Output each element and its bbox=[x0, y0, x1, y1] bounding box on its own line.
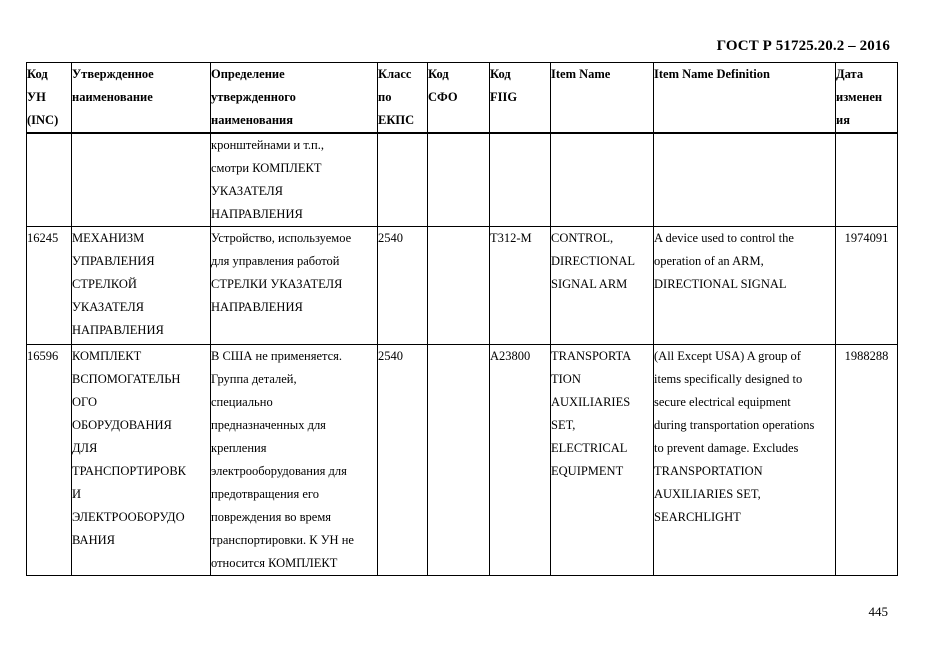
column-header-item-name: Item Name bbox=[551, 63, 654, 134]
cell-inc: 16596 bbox=[27, 345, 72, 576]
table-row bbox=[27, 133, 898, 227]
cell-approved-name bbox=[72, 133, 211, 227]
column-header-date: Дата изменен ия bbox=[836, 63, 898, 134]
cell-class bbox=[378, 133, 428, 227]
cell-definition: Устройство, используемое для управления работой СТРЕЛКИ УКАЗАТЕЛЯ НАПРАВЛЕНИЯ bbox=[211, 227, 378, 345]
column-header-class: Класс по ЕКПС bbox=[378, 63, 428, 134]
cell-class: 2540 bbox=[378, 227, 428, 345]
cell-item-name-definition bbox=[654, 133, 836, 227]
cell-definition: кронштейнами и т.п., смотри КОМПЛЕКТ УКАЗАТЕЛЯ НАПРАВЛЕНИЯ bbox=[211, 133, 378, 227]
table-row bbox=[27, 227, 898, 345]
cell-inc: 16245 bbox=[27, 227, 72, 345]
cell-item-name-definition: A device used to control the operation of an ARM, DIRECTIONAL SIGNAL bbox=[654, 227, 836, 345]
cell-fiig bbox=[490, 133, 551, 227]
cell-approved-name: МЕХАНИЗМ УПРАВЛЕНИЯ СТРЕЛКОЙ УКАЗАТЕЛЯ НАПРАВЛЕНИЯ bbox=[72, 227, 211, 345]
cell-fiig: A23800 bbox=[490, 345, 551, 576]
table-header-row bbox=[27, 63, 898, 134]
page-number: 445 bbox=[868, 604, 888, 619]
cell-date bbox=[836, 133, 898, 227]
document-code: ГОСТ Р 51725.20.2 – 2016 bbox=[716, 38, 890, 54]
cell-item-name: CONTROL, DIRECTIONAL SIGNAL ARM bbox=[551, 227, 654, 345]
cell-item-name-definition: (All Except USA) A group of items specifically designed to secure electrical equipment during transportation operations to prevent damage. Excludes TRANSPORTATION AUXILIARIES SET, SEARCHLIGHT bbox=[654, 345, 836, 576]
cell-date: 1974091 bbox=[836, 227, 898, 345]
column-header-inc: Код УН (INC) bbox=[27, 63, 72, 134]
column-header-item-name-definition: Item Name Definition bbox=[654, 63, 836, 134]
cell-sfo bbox=[428, 227, 490, 345]
cell-inc bbox=[27, 133, 72, 227]
cell-fiig: T312-M bbox=[490, 227, 551, 345]
column-header-fiig: Код FIIG bbox=[490, 63, 551, 134]
cell-sfo bbox=[428, 345, 490, 576]
cell-item-name bbox=[551, 133, 654, 227]
cell-date: 1988288 bbox=[836, 345, 898, 576]
column-header-approved-name: Утвержденное наименование bbox=[72, 63, 211, 134]
cell-approved-name: КОМПЛЕКТ ВСПОМОГАТЕЛЬН ОГО ОБОРУДОВАНИЯ ДЛЯ ТРАНСПОРТИРОВК И ЭЛЕКТРООБОРУДО ВАНИЯ bbox=[72, 345, 211, 576]
cell-class: 2540 bbox=[378, 345, 428, 576]
cell-item-name: TRANSPORTA TION AUXILIARIES SET, ELECTRICAL EQUIPMENT bbox=[551, 345, 654, 576]
catalog-table bbox=[26, 62, 898, 576]
table-row bbox=[27, 345, 898, 576]
cell-definition: В США не применяется. Группа деталей, специально предназначенных для крепления электрооборудования для предотвращения его повреждения во время транспортировки. К УН не относится КОМПЛЕКТ bbox=[211, 345, 378, 576]
column-header-sfo: Код СФО bbox=[428, 63, 490, 134]
cell-sfo bbox=[428, 133, 490, 227]
column-header-definition: Определение утвержденного наименования bbox=[211, 63, 378, 134]
